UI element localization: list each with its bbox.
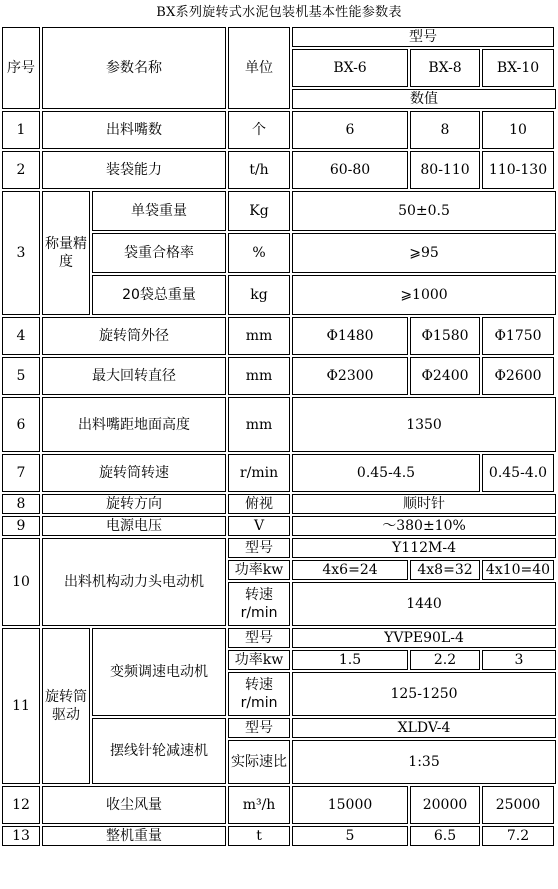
unit-cell: t <box>228 826 290 846</box>
row-number: 12 <box>2 786 40 824</box>
value-cell: Φ1750 <box>482 317 554 355</box>
param-name: 旋转筒外径 <box>42 317 226 355</box>
table-row <box>2 397 556 452</box>
value-cell: Φ1480 <box>292 317 408 355</box>
value-cell: 6.5 <box>410 826 480 846</box>
value-cell: Φ1580 <box>410 317 480 355</box>
value-cell: 125-1250 <box>292 672 556 716</box>
row-number: 8 <box>2 494 40 514</box>
value-cell: XLDV-4 <box>292 718 556 738</box>
unit-cell: mm <box>228 317 290 355</box>
param-name: 旋转方向 <box>42 494 226 514</box>
unit-cell: mm <box>228 357 290 395</box>
value-cell: ⩾1000 <box>292 275 556 315</box>
header-value: 数值 <box>292 89 556 109</box>
row-number: 5 <box>2 357 40 395</box>
unit-cell: 俯视 <box>228 494 290 514</box>
value-cell: 6 <box>292 111 408 149</box>
spec-table <box>0 25 558 848</box>
param-name: 旋转筒转速 <box>42 454 226 492</box>
row-number: 3 <box>2 191 40 315</box>
sub-label: 转速r/min <box>228 582 290 626</box>
value-cell: 8 <box>410 111 480 149</box>
unit-cell: r/min <box>228 454 290 492</box>
sub-label: 转速r/min <box>228 672 290 716</box>
value-cell: Φ2600 <box>482 357 554 395</box>
header-model-bx8: BX-8 <box>410 49 480 87</box>
value-cell: 4x8=32 <box>410 560 480 580</box>
param-name: 出料机构动力头电动机 <box>42 538 226 626</box>
row-number: 4 <box>2 317 40 355</box>
param-name: 最大回转直径 <box>42 357 226 395</box>
table-title: BX系列旋转式水泥包装机基本性能参数表 <box>156 5 402 20</box>
value-cell: 1350 <box>292 397 556 452</box>
value-cell: 4x6=24 <box>292 560 408 580</box>
value-cell: 0.45-4.5 <box>292 454 480 492</box>
table-row <box>2 191 556 231</box>
row-number: 13 <box>2 826 40 846</box>
header-model-bx6: BX-6 <box>292 49 408 87</box>
value-cell: YVPE90L-4 <box>292 628 556 648</box>
table-row <box>2 357 556 395</box>
param-name: 收尘风量 <box>42 786 226 824</box>
unit-cell: kg <box>228 275 290 315</box>
value-cell: Φ2400 <box>410 357 480 395</box>
group-label: 称量精度 <box>42 191 90 315</box>
table-row <box>2 151 556 189</box>
value-cell: 5 <box>292 826 408 846</box>
value-cell: Φ2300 <box>292 357 408 395</box>
row-number: 1 <box>2 111 40 149</box>
reducer-label: 摆线针轮减速机 <box>92 718 226 784</box>
value-cell: 15000 <box>292 786 408 824</box>
value-cell: 10 <box>482 111 554 149</box>
group-label: 旋转筒驱动 <box>42 628 90 784</box>
value-cell: 1:35 <box>292 740 556 784</box>
sub-label: 型号 <box>228 538 290 558</box>
param-name: 整机重量 <box>42 826 226 846</box>
value-cell: ⩾95 <box>292 233 556 273</box>
value-cell: 4x10=40 <box>482 560 554 580</box>
value-cell: 7.2 <box>482 826 554 846</box>
unit-cell: % <box>228 233 290 273</box>
header-model-bx10: BX-10 <box>482 49 554 87</box>
value-cell: 2.2 <box>410 650 480 670</box>
param-name: 袋重合格率 <box>92 233 226 273</box>
sub-label: 型号 <box>228 628 290 648</box>
table-row <box>2 111 556 149</box>
value-cell: 110-130 <box>482 151 554 189</box>
row-number: 2 <box>2 151 40 189</box>
value-cell: 20000 <box>410 786 480 824</box>
value-cell: 50±0.5 <box>292 191 556 231</box>
unit-cell: t/h <box>228 151 290 189</box>
unit-cell: Kg <box>228 191 290 231</box>
sub-label: 功率kw <box>228 560 290 580</box>
param-name: 出料嘴距地面高度 <box>42 397 226 452</box>
motor-label: 变频调速电动机 <box>92 628 226 716</box>
table-row <box>2 317 556 355</box>
value-cell: 1440 <box>292 582 556 626</box>
header-model: 型号 <box>292 27 554 47</box>
sub-label: 实际速比 <box>228 740 290 784</box>
unit-cell: m³/h <box>228 786 290 824</box>
header-seq: 序号 <box>2 27 40 109</box>
unit-cell: 个 <box>228 111 290 149</box>
value-cell: 3 <box>482 650 556 670</box>
row-number: 10 <box>2 538 40 626</box>
row-number: 6 <box>2 397 40 452</box>
param-name: 20袋总重量 <box>92 275 226 315</box>
header-unit: 单位 <box>228 27 290 109</box>
unit-cell: V <box>228 516 290 536</box>
table-row <box>2 494 556 514</box>
value-cell: 0.45-4.0 <box>482 454 554 492</box>
table-row <box>2 786 556 824</box>
row-number: 11 <box>2 628 40 784</box>
value-cell: 顺时针 <box>292 494 556 514</box>
unit-cell: mm <box>228 397 290 452</box>
table-row <box>2 826 556 846</box>
table-row <box>2 628 556 648</box>
table-row <box>2 516 556 536</box>
param-name: 单袋重量 <box>92 191 226 231</box>
table-row <box>2 538 556 558</box>
param-name: 装袋能力 <box>42 151 226 189</box>
header-param: 参数名称 <box>42 27 226 109</box>
param-name: 电源电压 <box>42 516 226 536</box>
param-name: 出料嘴数 <box>42 111 226 149</box>
value-cell: Y112M-4 <box>292 538 556 558</box>
table-row <box>2 454 556 492</box>
value-cell: 60-80 <box>292 151 408 189</box>
sub-label: 功率kw <box>228 650 290 670</box>
value-cell: 1.5 <box>292 650 408 670</box>
sub-label: 型号 <box>228 718 290 738</box>
row-number: 7 <box>2 454 40 492</box>
row-number: 9 <box>2 516 40 536</box>
value-cell: 25000 <box>482 786 554 824</box>
value-cell: 80-110 <box>410 151 480 189</box>
value-cell: ～380±10% <box>292 516 556 536</box>
